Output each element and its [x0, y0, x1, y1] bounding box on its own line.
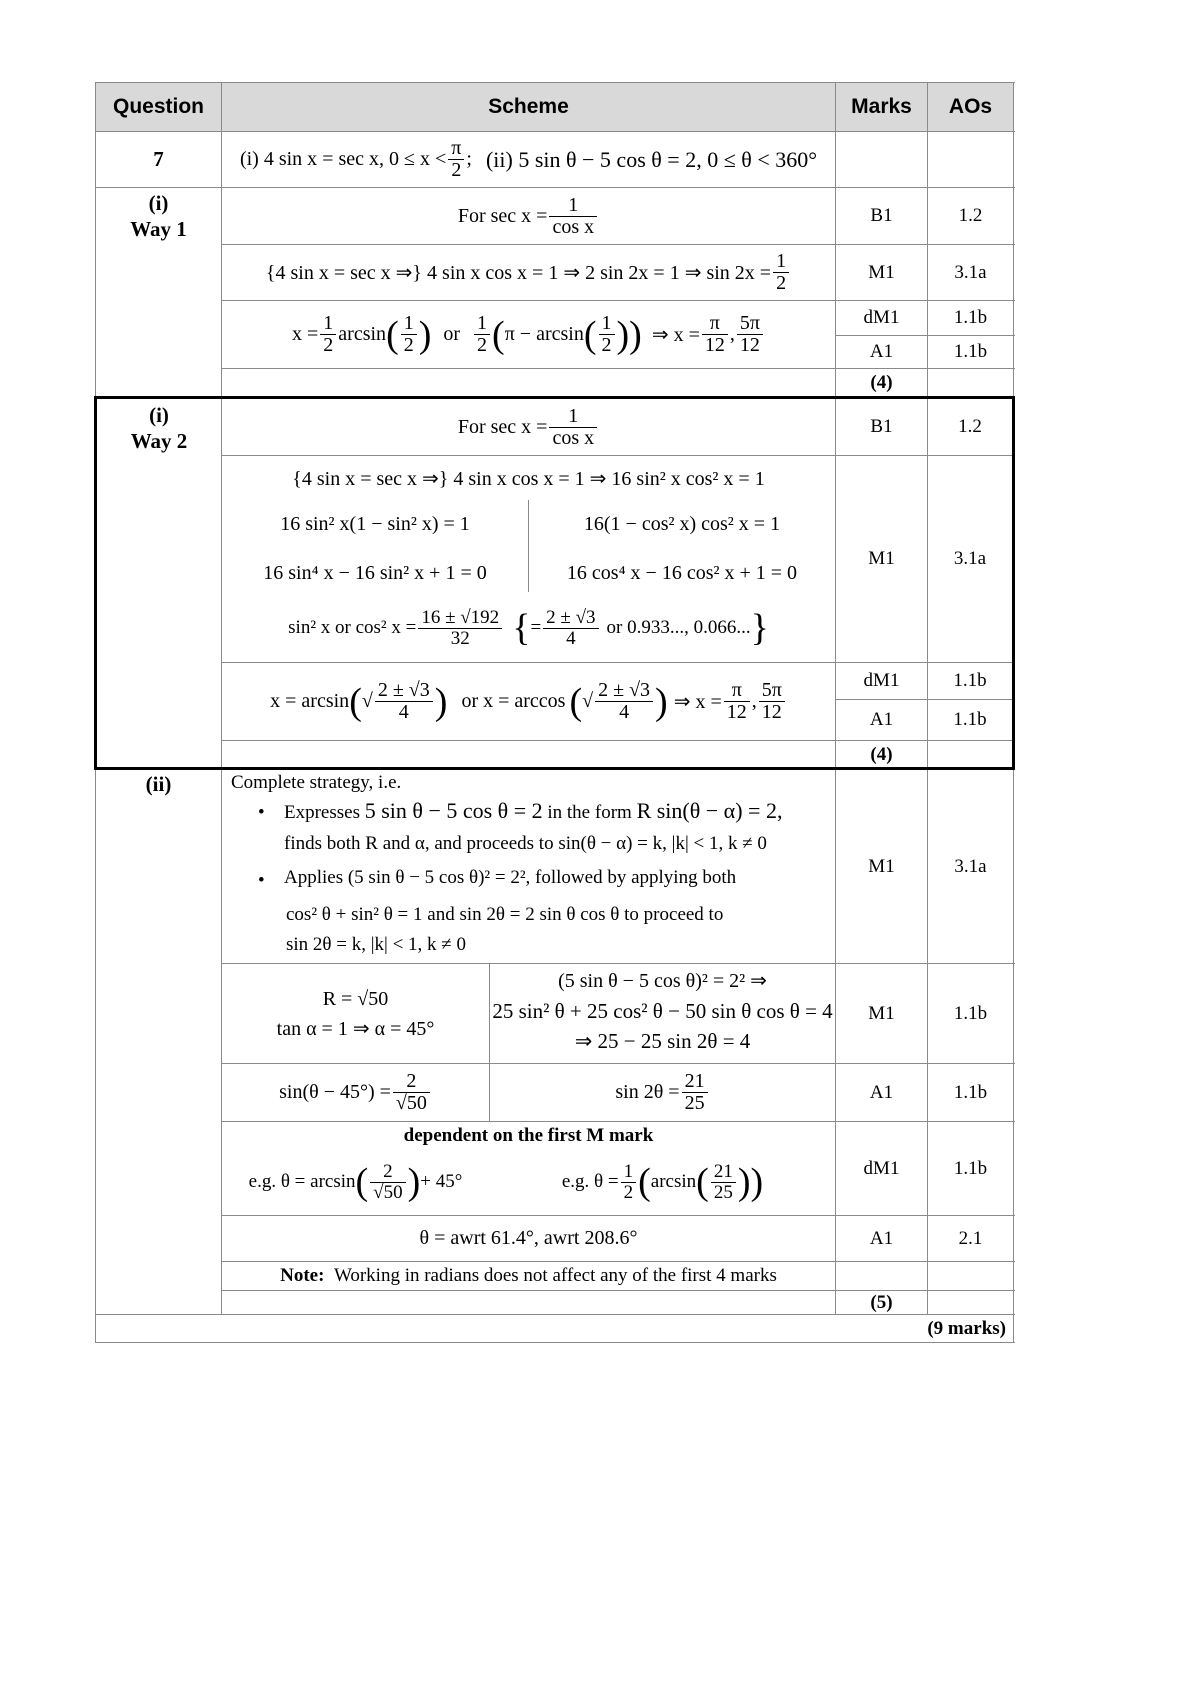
way2-ao-b1: 1.2 — [958, 416, 982, 437]
header-aos: AOs — [948, 95, 993, 118]
way1-row1-scheme: For sec x = $\frac{1}{\text{cos x}}$ — [222, 188, 835, 244]
part2-r4-left: e.g. θ = arcsin ( $\frac{2}{√50}$ ) + 45° — [248, 1160, 463, 1203]
way2-solution: sin² x or cos² x = $\frac{16 \pm √192}{32}$ { = $\frac{2 \pm √3}{4}$ or 0.933..., 0.066... } — [288, 606, 769, 649]
stem-separator: ; — [466, 148, 472, 170]
part2-r3-left: sin(θ − 45°) = $\frac{2}{√50}$ — [222, 1064, 489, 1121]
way1-mark-b1: B1 — [870, 205, 893, 226]
way2-left1: 16 sin² x(1 − sin² x) = 1 — [280, 512, 470, 535]
way2-frame-right — [1012, 396, 1015, 770]
way2-left2: 16 sin⁴ x − 16 sin² x + 1 = 0 — [263, 561, 487, 584]
bullet2-line1: Applies (5 sin θ − 5 cos θ)² = 2², followed by applying both — [284, 867, 737, 888]
part2-ao-strategy: 3.1a — [954, 855, 987, 877]
question-stem — [222, 132, 835, 187]
bullet-1: • — [258, 802, 265, 823]
way1-ao-m1: 3.1a — [954, 261, 987, 283]
part2-ao-a1: 1.1b — [953, 1081, 988, 1103]
way1-mark-m1: M1 — [868, 261, 895, 283]
part2-r4-right: e.g. θ = $\frac{1}{2}$ ( arcsin ( $\frac{21}{25}$ )) — [561, 1160, 764, 1203]
way2-line1: {4 sin x = sec x ⇒} 4 sin x cos x = 1 ⇒ 16 sin² x cos² x = 1 — [292, 467, 765, 490]
part2-mark-m1: M1 — [868, 1002, 895, 1024]
part2-r2-right: (5 sin θ − 5 cos θ)² = 2² ⇒ 25 sin² θ + 25 cos² θ − 50 sin θ cos θ = 4 ⇒ 25 − 25 sin 2θ = 4 — [492, 970, 833, 1053]
way2-mark-m1: M1 — [868, 548, 895, 569]
way2-row3-scheme: x = arcsin ( √ $\frac{2 \pm √3}{4}$ ) or x = arccos ( √ $\frac{2 \pm √3}{4}$ ) ⇒ x = $\frac{\pi}{12}$ , $\frac{5\pi}{12}$ — [222, 663, 835, 740]
part2-label: (ii) — [145, 772, 172, 796]
way2-way-label: Way 2 — [130, 429, 188, 453]
note-text: Working in radians does not affect any of the first 4 marks — [333, 1265, 777, 1286]
way1-way-label: Way 1 — [130, 217, 187, 241]
part2-mark-m1-strategy: M1 — [868, 855, 895, 877]
way2-right1: 16(1 − cos² x) cos² x = 1 — [583, 512, 781, 535]
way1-ao-a1: 1.1b — [953, 341, 988, 362]
way2-mark-a1: A1 — [869, 709, 894, 730]
way1-total: (4) — [870, 371, 893, 393]
way2-mark-b1: B1 — [870, 416, 893, 437]
way2-row1-scheme: For sec x = $\frac{1}{\text{cos x}}$ — [222, 399, 835, 455]
way2-right2: 16 cos⁴ x − 16 cos² x + 1 = 0 — [566, 561, 798, 584]
part2-mark-a1: A1 — [869, 1081, 894, 1103]
bullet-2: • — [258, 870, 265, 891]
bullet2-line3: sin 2θ = k, |k| < 1, k ≠ 0 — [286, 934, 466, 955]
way2-mark-dm1: dM1 — [863, 670, 900, 691]
way1-row3-scheme: x = $\frac{1}{2}$ arcsin ( $\frac{1}{2}$ ) or $\frac{1}{2}$ ( π − arcsin ( $\frac{1}{2}$ )) ⇒ x = $\frac{\pi}{12}$ , $\frac{5\pi}{12}$ — [222, 301, 835, 368]
way1-row2-scheme: {4 sin x = sec x ⇒} 4 sin x cos x = 1 ⇒ 2 sin 2x = 1 ⇒ sin 2x = $\frac{1}{2}$ — [222, 245, 835, 300]
bullet1-line2: finds both R and α, and proceeds to sin(θ − α) = k, |k| < 1, k ≠ 0 — [284, 833, 767, 854]
way1-ao-b1: 1.2 — [958, 205, 983, 226]
way2-total: (4) — [870, 743, 893, 765]
way1-mark-dm1: dM1 — [863, 307, 900, 328]
note-row — [222, 1262, 835, 1290]
way1-ao-dm1: 1.1b — [953, 307, 988, 328]
part2-total: (5) — [870, 1291, 893, 1313]
header-question: Question — [112, 95, 204, 118]
stem-part-ii: (ii) 5 sin θ − 5 cos θ = 2, 0 ≤ θ < 360° — [485, 146, 818, 172]
part2-r3-right: sin 2θ = $\frac{21}{25}$ — [490, 1064, 835, 1121]
question-number: 7 — [153, 147, 164, 171]
header-scheme: Scheme — [488, 95, 569, 118]
header-marks: Marks — [851, 95, 912, 118]
part2-mark-dm1: dM1 — [863, 1157, 900, 1179]
part2-ao-dm1: 1.1b — [953, 1157, 988, 1179]
strategy-title: Complete strategy, i.e. — [231, 772, 402, 793]
part2-mark-a1-final: A1 — [869, 1227, 894, 1249]
bullet1-line1: Expresses 5 sin θ − 5 cos θ = 2 in the form R sin(θ − α) = 2, — [284, 798, 783, 823]
way2-ao-dm1: 1.1b — [953, 670, 987, 691]
grand-total: (9 marks) — [927, 1318, 1006, 1339]
dependent-note: dependent on the first M mark — [403, 1125, 654, 1146]
part2-final-answer: θ = awrt 61.4°, awrt 208.6° — [419, 1227, 638, 1249]
way1-mark-a1: A1 — [869, 341, 894, 362]
way2-ao-m1: 3.1a — [953, 548, 987, 569]
stem-pi-fraction: $\frac{\pi}{2}$ — [448, 138, 464, 181]
way1-label — [96, 190, 221, 242]
part2-r2-left: R = √50 tan α = 1 ⇒ α = 45° — [276, 988, 435, 1040]
way1-part-label: (i) — [148, 191, 169, 215]
stem-part-i: (i) 4 sin x = sec x, 0 ≤ x < — [239, 148, 447, 170]
bullet2-line2: cos² θ + sin² θ = 1 and sin 2θ = 2 sin θ cos θ to proceed to — [286, 904, 724, 925]
way2-ao-a1: 1.1b — [953, 709, 987, 730]
note-label: Note: — [280, 1265, 325, 1286]
way2-label — [97, 402, 221, 454]
way2-part-label: (i) — [149, 403, 169, 427]
part2-ao-m1: 1.1b — [953, 1002, 988, 1024]
part2-ao-final: 2.1 — [958, 1227, 983, 1249]
